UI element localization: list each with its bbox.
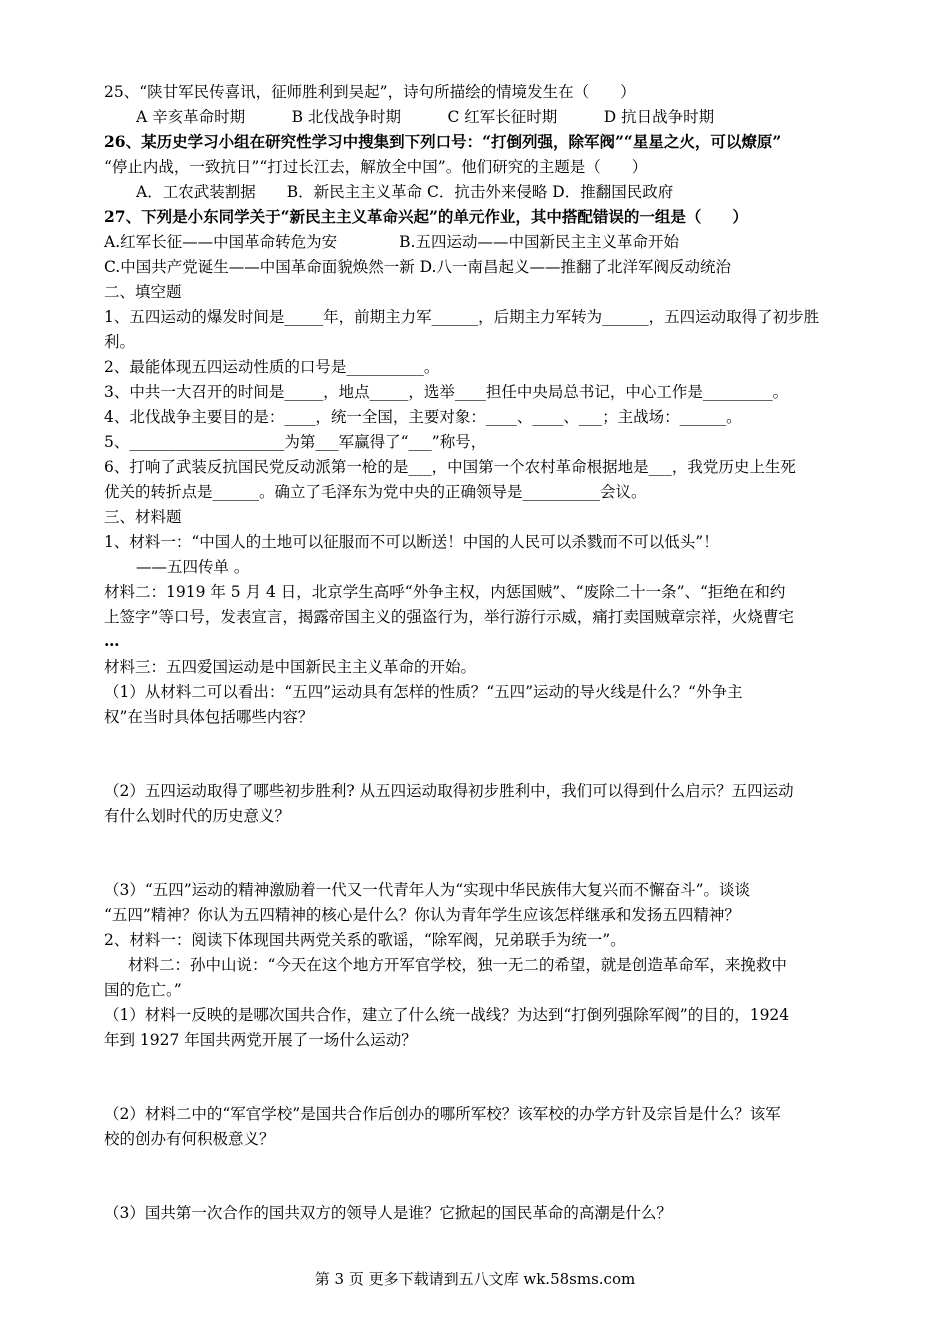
fill-6-cont: 优关的转折点是______。确立了毛泽东为党中央的正确领导是__________会议。 xyxy=(104,483,647,501)
material-2-q3: （3）国共第一次合作的国共双方的领导人是谁？它掀起的国民革命的高潮是什么？ xyxy=(104,1204,672,1222)
material-1-q3-cont: “五四”精神？你认为五四精神的核心是什么？你认为青年学生应该怎样继承和发扬五四精神？ xyxy=(104,906,740,924)
fill-3: 3、中共一大召开的时间是_____，地点_____，选举____担任中央局总书记，中心工作是_________。 xyxy=(104,383,789,401)
fill-5: 5、____________________为第___军赢得了“___”称号， xyxy=(104,433,487,451)
material-2-q2: （2）材料二中的“军官学校”是国共合作后创办的哪所军校？该军校的办学方针及宗旨是什么？该军 xyxy=(104,1105,781,1123)
material-1-q1: （1）从材料二可以看出：“五四”运动具有怎样的性质？“五四”运动的导火线是什么？“外争主 xyxy=(104,683,743,701)
section-fill-blank: 二、填空题 xyxy=(104,283,182,301)
question-26-cont: “停止内战，一致抗日”“打过长江去，解放全中国”。他们研究的主题是（ ） xyxy=(104,158,648,176)
material-2-text-2: 材料二：孙中山说：“今天在这个地方开军官学校，独一无二的希望，就是创造革命军，来挽救中 xyxy=(128,956,787,974)
material-2-q2-cont: 校的创办有何积极意义？ xyxy=(104,1130,275,1148)
material-1-text-1: 1、材料一：“中国人的土地可以征服而不可以断送！中国的人民可以杀戮而不可以低头”！ xyxy=(104,533,719,551)
question-25: 25、“陕甘军民传喜讯，征师胜利到吴起”，诗句所描绘的情境发生在（ ） xyxy=(104,83,636,101)
question-26: 26、某历史学习小组在研究性学习中搜集到下列口号：“打倒列强，除军阀”“星星之火，可以燎原” xyxy=(104,132,782,151)
material-1-q2-cont: 有什么划时代的历史意义？ xyxy=(104,807,291,825)
material-2-text-2-cont: 国的危亡。” xyxy=(104,981,182,999)
material-1-text-2-cont: 上签字”等口号，发表宣言，揭露帝国主义的强盗行为，举行游行示威，痛打卖国贼章宗祥，火烧曹宅 xyxy=(104,608,794,626)
fill-4: 4、北伐战争主要目的是：____，统一全国，主要对象：____、____、___；主战场：______。 xyxy=(104,408,742,426)
question-27-options-ab: A.红军长征——中国革命转危为安 B.五四运动——中国新民主主义革命开始 xyxy=(104,233,679,251)
fill-2: 2、最能体现五四运动性质的口号是__________。 xyxy=(104,358,440,376)
material-1-q3: （3）“五四”运动的精神激励着一代又一代青年人为“实现中华民族伟大复兴而不懈奋斗”。谈谈 xyxy=(104,881,751,899)
question-27: 27、下列是小东同学关于“新民主主义革命兴起”的单元作业，其中搭配错误的一组是（ ） xyxy=(104,207,748,226)
material-2-text-1: 2、材料一：阅读下体现国共两党关系的歌谣，“除军阀，兄弟联手为统一”。 xyxy=(104,931,626,949)
material-2-q1-cont: 年到 1927 年国共两党开展了一场什么运动？ xyxy=(104,1031,417,1049)
material-1-q2: （2）五四运动取得了哪些初步胜利? 从五四运动取得初步胜利中，我们可以得到什么启示？五四运动 xyxy=(104,782,794,800)
fill-1-cont: 利。 xyxy=(104,333,136,351)
material-1-q1-cont: 权”在当时具体包括哪些内容？ xyxy=(104,708,314,726)
material-1-source: ——五四传单 。 xyxy=(136,558,250,576)
material-2-q1: （1）材料一反映的是哪次国共合作，建立了什么统一战线？为达到“打倒列强除军阀”的目的，1924 xyxy=(104,1006,790,1024)
material-1-text-2: 材料二：1919 年 5 月 4 日，北京学生高呼“外争主权，内惩国贼”、“废除二十一条”、“拒绝在和约 xyxy=(104,583,786,601)
fill-1: 1、五四运动的爆发时间是_____年，前期主力军______，后期主力军转为______，五四运动取得了初步胜 xyxy=(104,308,820,326)
question-27-options-cd: C.中国共产党诞生——中国革命面貌焕然一新 D.八一南昌起义——推翻了北洋军阀反动统治 xyxy=(104,258,731,276)
section-material: 三、材料题 xyxy=(104,508,182,526)
material-1-ellipsis: … xyxy=(104,631,120,650)
question-25-options: A 辛亥革命时期 B 北伐战争时期 C 红军长征时期 D 抗日战争时期 xyxy=(136,108,715,126)
fill-6: 6、打响了武装反抗国民党反动派第一枪的是___，中国第一个农村革命根据地是___，我党历史上生死 xyxy=(104,458,796,476)
material-1-text-3: 材料三：五四爱国运动是中国新民主主义革命的开始。 xyxy=(104,658,477,676)
question-26-options: A．工农武装割据 B．新民主主义革命 C．抗击外来侵略 D．推翻国民政府 xyxy=(136,183,674,201)
page-footer: 第 3 页 更多下载请到五八文库 wk.58sms.com xyxy=(314,1270,636,1288)
